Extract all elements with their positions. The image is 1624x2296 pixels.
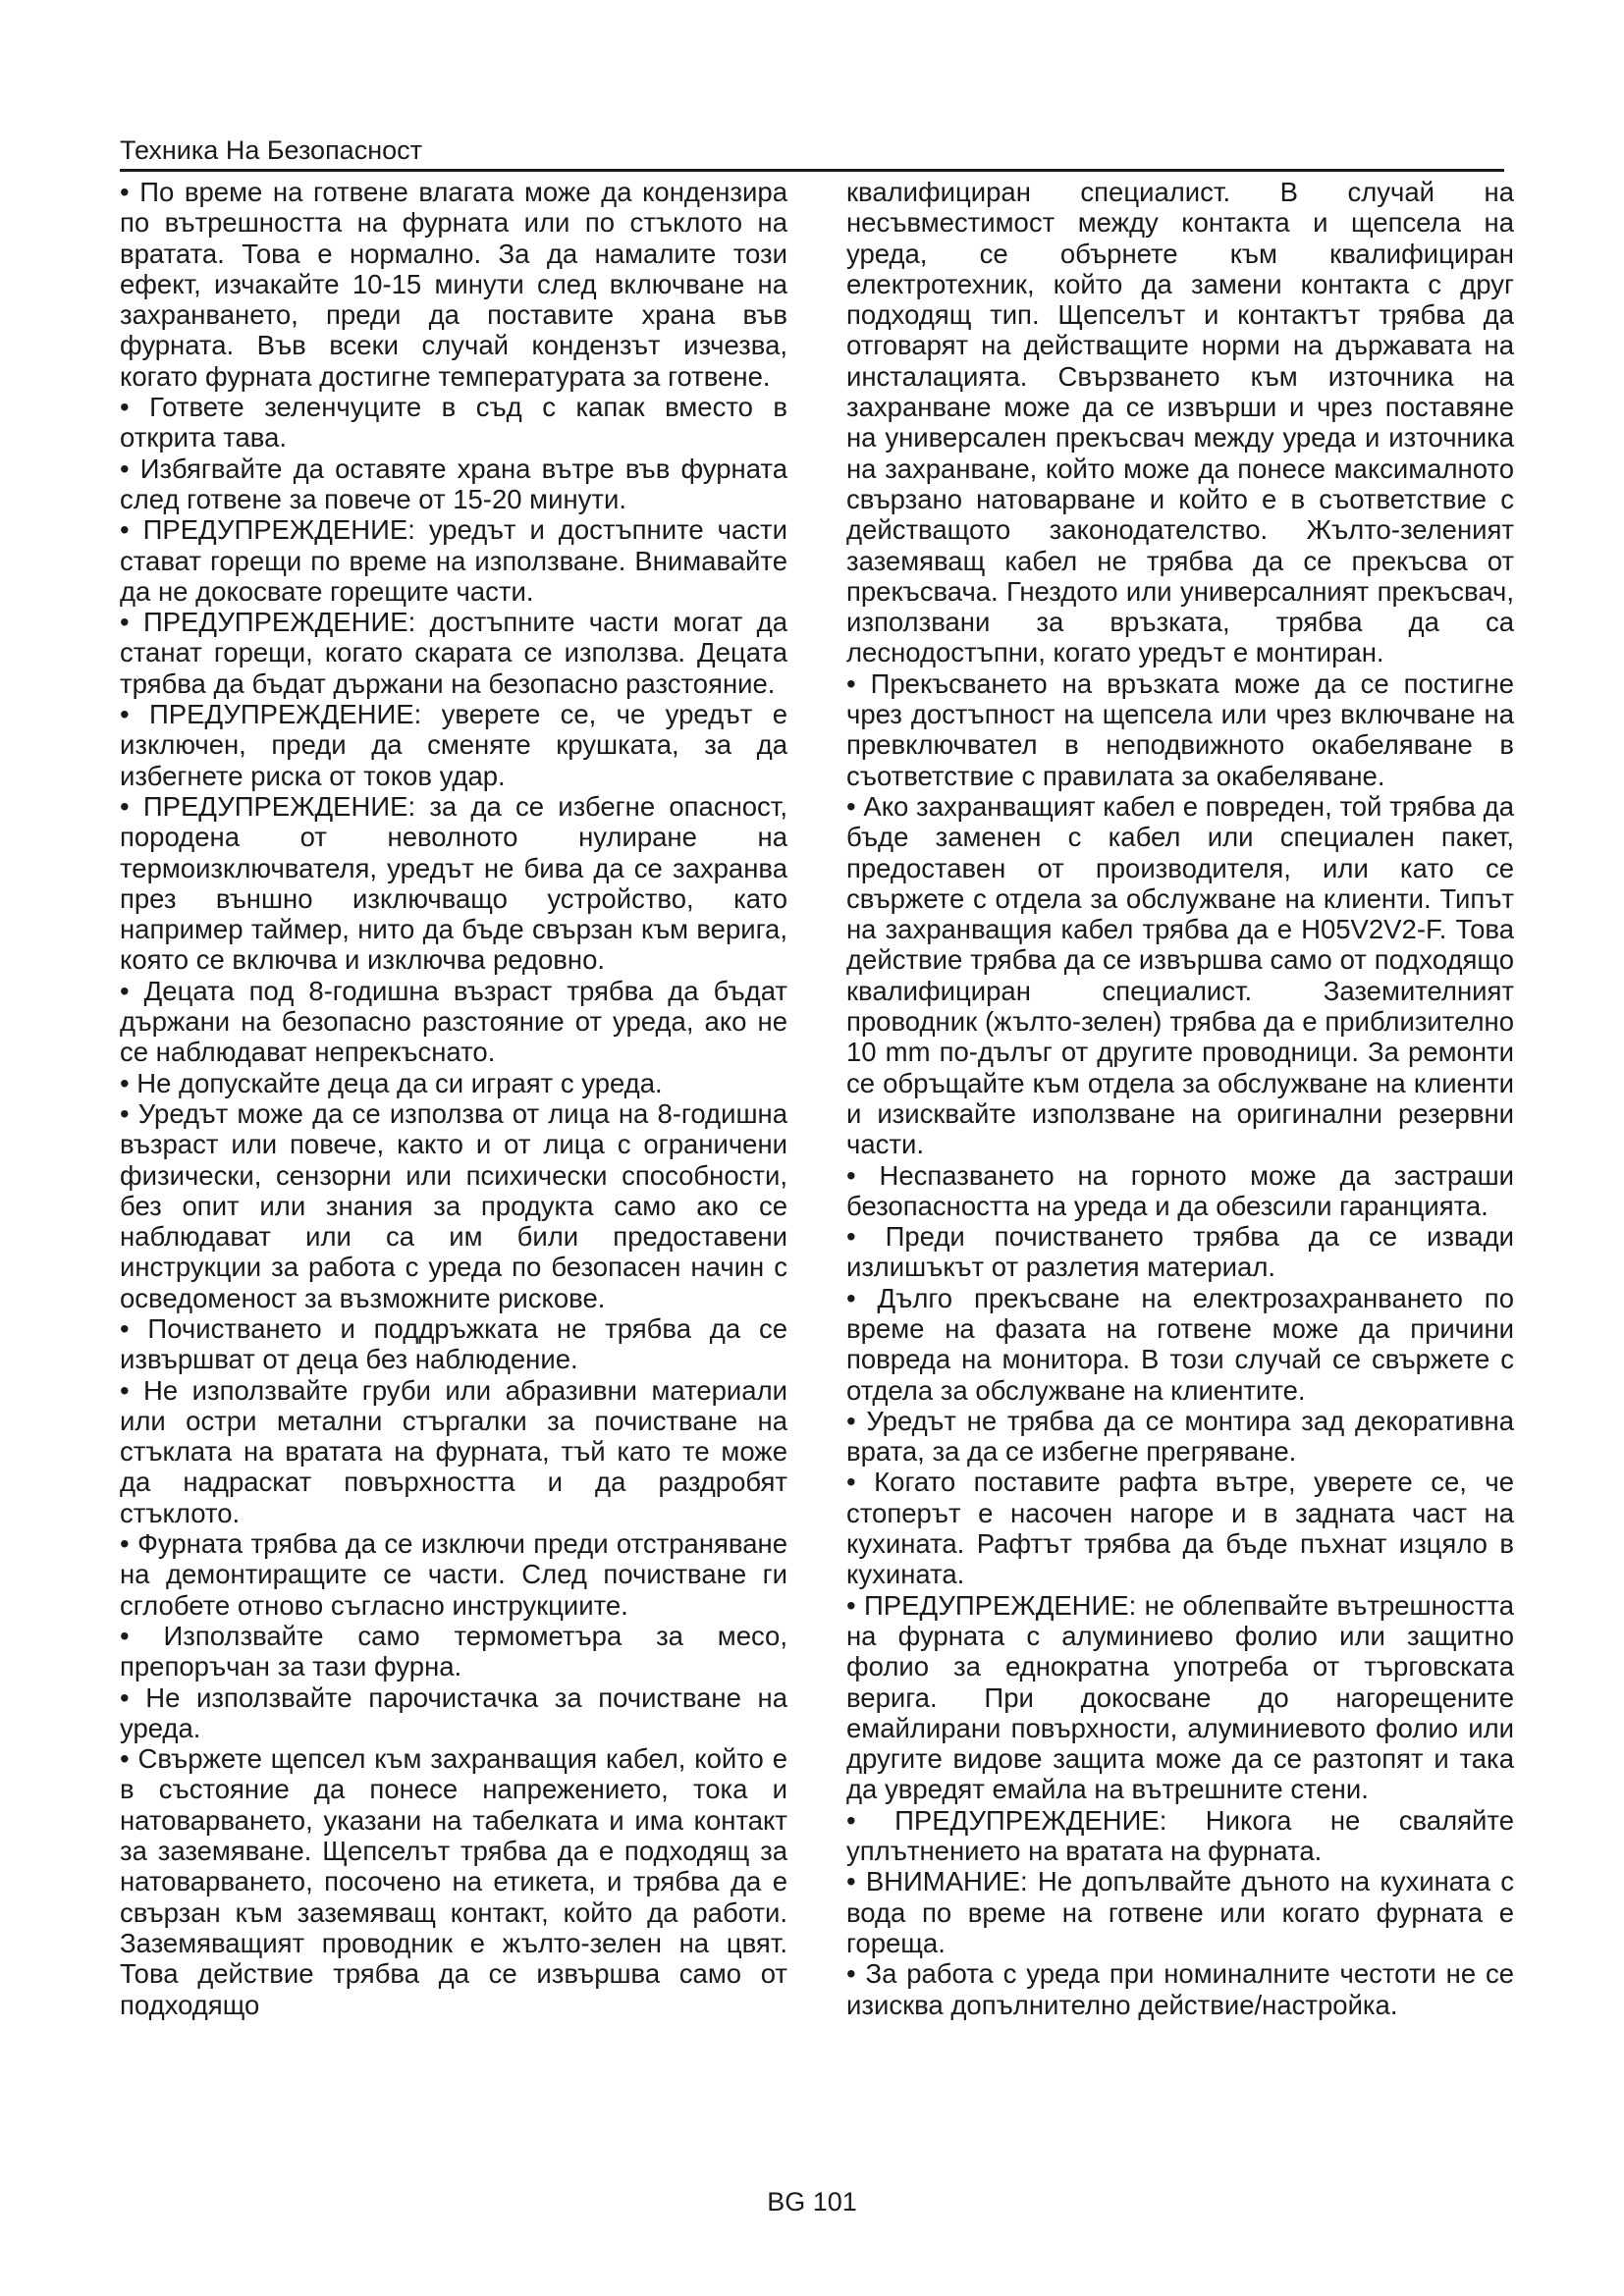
paragraph: • Не използвайте парочистачка за почистване на уреда. — [120, 1682, 787, 1743]
paragraph: • ПРЕДУПРЕЖДЕНИЕ: за да се избегне опасност, породена от неволното нулиране на термоизключвателя, уредът не бива да се захранва през външно изключващо устройство, като например таймер, нито да бъде свързан към верига, която се включва и изключва редовно. — [120, 790, 787, 976]
paragraph: • Децата под 8-годишна възраст трябва да бъдат държани на безопасно разстояние от уреда, ако не се наблюдават непрекъснато. — [120, 975, 787, 1068]
paragraph: • За работа с уреда при номиналните честоти не се изисква допълнително действие/настройка. — [846, 1958, 1514, 2020]
left-column — [120, 177, 787, 2020]
paragraph: • Уредът може да се използва от лица на 8-годишна възраст или повече, както и от лица с ограничени физически, сензорни или психически способности, без опит или знания за продукта само ако се наблюдават или са им били предоставени инструкции за работа с уреда по безопасен начин с осведоменост за възможните рискове. — [120, 1097, 787, 1313]
paragraph: • Не използвайте груби или абразивни материали или остри метални стъргалки за почистване на стъклата на вратата на фурната, тъй като те може да надраскат повърхността и да раздробят стъклото. — [120, 1374, 787, 1528]
paragraph: • Свържете щепсел към захранващия кабел, който е в състояние да понесе напрежението, тока и натоварването, указани на табелката и има контакт за заземяване. Щепселът трябва да е подходящ за натоварването, посочено на етикета, и трябва да е свързан към заземяващ контакт, който да работи. Заземяващият проводник е жълто-зелен на цвят. Това действие трябва да се извършва само от подходящо — [120, 1743, 787, 2020]
paragraph: • Не допускайте деца да си играят с уреда. — [120, 1067, 663, 1098]
right-column — [846, 177, 1514, 2020]
paragraph: • Когато поставите рафта вътре, уверете се, че стоперът е насочен нагоре и в задната част на кухината. Рафтът трябва да бъде пъхнат изцяло в кухината. — [846, 1467, 1514, 1590]
paragraph: • Прекъсването на връзката може да се постигне чрез достъпност на щепсела или чрез включване на превключвател в неподвижното окабеляване в съответствие с правилата за окабеляване. — [846, 667, 1514, 791]
paragraph: • Гответе зеленчуците в съд с капак вместо в открита тава. — [120, 392, 787, 454]
paragraph: • ПРЕДУПРЕЖДЕНИЕ: не облепвайте вътрешността на фурната с алуминиево фолио или защитно фолио за еднократна употреба от търговската верига. При докосване до нагорещените емайлирани повърхности, алуминиевото фолио или другите видове защита може да се разтопят и така да увредят емайла на вътрешните стени. — [846, 1589, 1514, 1805]
paragraph: • Дълго прекъсване на електрозахранването по време на фазата на готвене може да причини повреда на монитора. В този случай се свържете с отдела за обслужване на клиентите. — [846, 1282, 1514, 1406]
paragraph: квалифициран специалист. В случай на несъвместимост между контакта и щепсела на уреда, се обърнете към квалифициран електротехник, който да замени контакта с друг подходящ тип. Щепселът и контактът трябва да отговарят на действащите норми на държавата на инсталацията. Свързването към източника на захранване може да се извърши и чрез поставяне на универсален прекъсвач между уреда и източника на захранване, който може да понесе максималното свързано натоварване и който е в съответствие с действащото законодателство. Жълто-зеленият заземяващ кабел не трябва да се прекъсва от прекъсвача. Гнездото или универсалният прекъсвач, използвани за връзката, трябва да са леснодостъпни, когато уредът е монтиран. — [846, 177, 1514, 668]
header-divider — [120, 169, 1504, 172]
paragraph: • Ако захранващият кабел е повреден, той трябва да бъде заменен с кабел или специален пакет, предоставен от производителя, или като се свържете с отдела за обслужване на клиенти. Типът на захранващия кабел трябва да е H05V2V2-F. Това действие трябва да се извършва само от подходящо квалифициран специалист. Заземителният проводник (жълто-зелен) трябва да е приблизително 10 mm по-дълъг от другите проводници. За ремонти се обръщайте към отдела за обслужване на клиенти и изисквайте използване на оригинални резервни части. — [846, 790, 1514, 1160]
paragraph: • По време на готвене влагата може да кондензира по вътрешността на фурната или по стъклото на вратата. Това е нормално. За да намалите този ефект, изчакайте 10-15 минути след включване на захранването, преди да поставите храна във фурната. Във всеки случай кондензът изчезва, когато фурната достигне температурата за готвене. — [120, 177, 787, 392]
section-title: Техника На Безопасност — [120, 135, 422, 165]
paragraph: • Фурната трябва да се изключи преди отстраняване на демонтиращите се части. След почистване ги сглобете отново съгласно инструкциите. — [120, 1528, 787, 1621]
paragraph: • Неспазването на горното може да застраши безопасността на уреда и да обезсили гаранцията. — [846, 1159, 1514, 1221]
paragraph: • Използвайте само термометъра за месо, препоръчан за тази фурна. — [120, 1620, 787, 1682]
paragraph: • ПРЕДУПРЕЖДЕНИЕ: Никога не сваляйте уплътнението на вратата на фурната. — [846, 1804, 1514, 1867]
paragraph: • ПРЕДУПРЕЖДЕНИЕ: уредът и достъпните части стават горещи по време на използване. Внимавайте да не докосвате горещите части. — [120, 514, 787, 607]
paragraph: • ВНИМАНИЕ: Не допълвайте дъното на кухината с вода по време на готвене или когато фурната е гореща. — [846, 1866, 1514, 1958]
page-number: BG 101 — [767, 2187, 857, 2216]
paragraph: • ПРЕДУПРЕЖДЕНИЕ: достъпните части могат да станат горещи, когато скарата се използва. Децата трябва да бъдат държани на безопасно разстояние. — [120, 607, 787, 699]
paragraph: • Уредът не трябва да се монтира зад декоративна врата, за да се избегне прегряване. — [846, 1405, 1514, 1468]
paragraph: • ПРЕДУПРЕЖДЕНИЕ: уверете се, че уредът е изключен, преди да сменяте крушката, за да избегнете риска от токов удар. — [120, 699, 787, 791]
paragraph: • Избягвайте да оставяте храна вътре във фурната след готвене за повече от 15-20 минути. — [120, 453, 787, 514]
paragraph: • Почистването и поддръжката не трябва да се извършват от деца без наблюдение. — [120, 1312, 787, 1375]
paragraph: • Преди почистването трябва да се извади излишъкът от разлетия материал. — [846, 1221, 1514, 1283]
